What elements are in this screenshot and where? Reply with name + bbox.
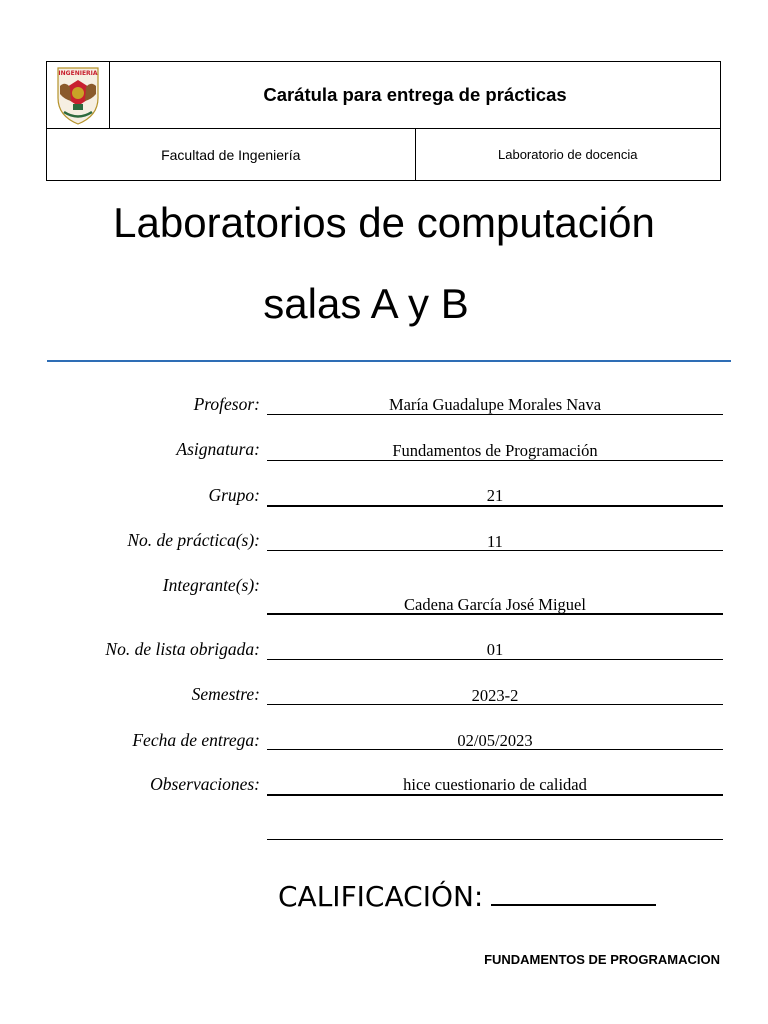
calificacion [278,876,656,913]
line-observaciones [267,794,723,796]
label-lista: No. de lista obrigada: [105,639,260,659]
faculty-name: Facultad de Ingeniería [47,129,416,181]
line-lista [267,659,723,660]
main-title-line2: salas A y B [263,280,469,327]
calificacion-blank [491,876,656,906]
main-title-line1: Laboratorios de computación [113,199,655,246]
line-observaciones-extra [267,839,723,840]
label-semestre: Semestre: [191,684,260,704]
label-practica: No. de práctica(s): [127,530,260,550]
value-observaciones: hice cuestionario de calidad [403,775,587,794]
value-practica: 11 [487,532,503,551]
line-asignatura [267,460,723,461]
value-asignatura: Fundamentos de Programación [392,441,598,460]
value-lista: 01 [486,640,504,659]
lab-name: Laboratorio de docencia [415,129,721,181]
value-fecha: 02/05/2023 [457,731,533,750]
label-profesor: Profesor: [193,394,260,414]
line-grupo [267,505,723,507]
calificacion-label: CALIFICACIÓN: [278,880,484,913]
header-table [46,61,721,181]
line-fecha [267,749,723,750]
value-integrantes: Cadena García José Miguel [404,595,586,614]
logo-cell [47,62,110,129]
title-divider [47,360,731,362]
value-grupo: 21 [486,486,504,505]
line-profesor [267,414,723,415]
header-title: Carátula para entrega de prácticas [110,62,721,129]
footer-course: FUNDAMENTOS DE PROGRAMACION [484,952,720,967]
label-grupo: Grupo: [208,485,260,505]
label-observaciones: Observaciones: [150,774,260,794]
label-fecha: Fecha de entrega: [132,730,260,750]
line-practica [267,550,723,551]
unam-engineering-logo-icon [50,64,106,126]
svg-text:INGENIERIA: INGENIERIA [58,70,98,77]
value-semestre: 2023-2 [471,686,519,705]
label-asignatura: Asignatura: [176,439,260,459]
line-semestre [267,704,723,705]
value-profesor: María Guadalupe Morales Nava [388,395,602,414]
label-integrantes: Integrante(s): [162,575,260,595]
line-integrantes [267,613,723,615]
